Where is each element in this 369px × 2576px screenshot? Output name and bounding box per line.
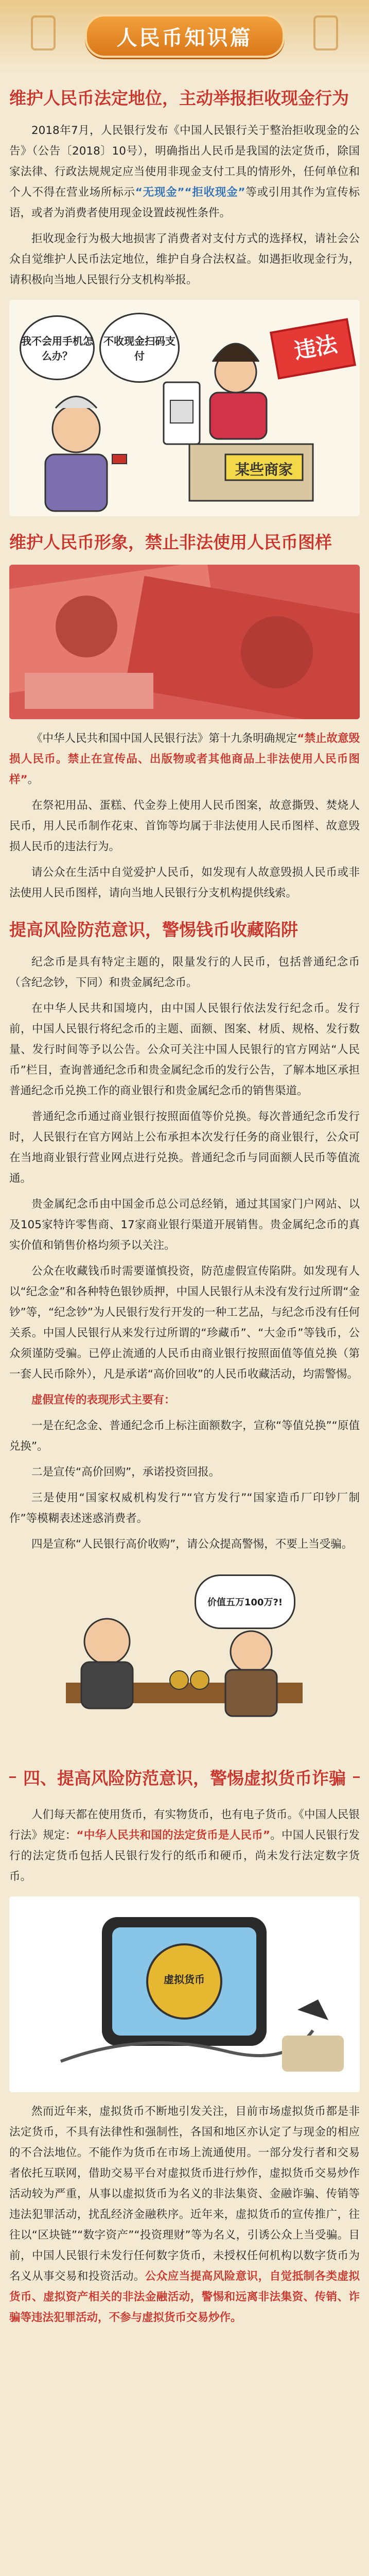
illustration-virtual-currency <box>9 1896 360 2092</box>
illustration-collecting <box>9 1564 360 1750</box>
divider-right <box>353 1776 360 1778</box>
section-3-subheading: 虚假宣传的表现形式主要有： <box>31 1394 175 1406</box>
collecting-scene-image <box>9 1564 360 1750</box>
section-3-paragraph-3: 普通纪念币通过商业银行按照面值等价兑换。每次普通纪念币发行时，人民银行在官方网站上公布承担本次发行任务的商业银行，公众可在当地商业银行营业网点进行兑换。普通纪念币与同面额人民币等值流通。 <box>9 1110 360 1185</box>
virtual-currency-label: 虚拟货币 <box>164 1973 205 1986</box>
section-3-list-item-1: 一是在纪念金、普通纪念币上标注面额数字，宣称“等值兑换”“原值兑换”。 <box>9 1419 360 1453</box>
speech-bubble-elder: 我不会用手机怎么办？ <box>20 315 95 380</box>
section-4-paragraph-2: 然而近年来，虚拟货币不断地引发关注，目前市场虚拟货币都是非法定货币，不具有法律性和强制性，各国和地区亦认定了与现金的相应的不合法地位。不能作为货币在市场上流通使用。一部分发行者和交易者依托互联网，借助交易平台对虚拟货币进行炒作，虚拟货币交易炒作活动较为严重，从事以虚拟货币为名义的非法集资、金融诈骗、传销等违法犯罪活动，扰乱经济金融秩序。近年来，虚拟货币的宣传推广，往往以“区块链”“数字资产”“投资理财”等为名义，引诱公众上当受骗。目前，中国人民银行未发行任何数字货币，未授权任何机构以数字货币为名义从事交易和投资活动。公众应当提高风险意识，自觉抵制各类虚拟货币、虚拟资产相关的非法金融活动，警惕和远离非法集资、传销、诈骗等违法犯罪活动，不参与虚拟货币交易炒作。 <box>9 2105 360 2324</box>
section-2-paragraph-2: 在祭祀用品、蛋糕、代金券上使用人民币图案，故意撕毁、焚烧人民币，用人民币制作花束、首饰等均属于非法使用人民币图样、故意毁损人民币的违法行为。 <box>9 799 360 853</box>
section-4-header <box>9 1765 360 1789</box>
divider-left <box>9 1776 16 1778</box>
section-1-paragraph-2: 拒收现金行为极大地损害了消费者对支付方式的选择权，请社会公众自觉维护人民币法定地位，维护自身合法权益。如遇拒收现金行为，请积极向当地人民银行分支机构举报。 <box>9 232 360 286</box>
section-1-paragraph-1: 2018年7月，人民银行发布《中国人民银行关于整治拒收现金的公告》（公告〔2018〕10号），明确指出人民币是我国的法定货币，除国家法律、行政法规规定应当使用非现金支付工具的情形外，任何单位和个人不得在营业场所标示“无现金”“拒收现金”等或引用其作为宣传标语，或者为消费者使用现金设置歧视性条件。 <box>9 124 360 219</box>
section-3-title: 提高风险防范意识，警惕钱币收藏陷阱 <box>9 920 298 940</box>
section-2-paragraph-3: 请公众在生活中自觉爱护人民币，如发现有人故意毁损人民币或非法使用人民币图样，请向当地人民银行分支机构提供线索。 <box>9 866 360 900</box>
title-banner <box>85 14 285 58</box>
speech-bubble-collector: 价值五万100万?! <box>195 1574 295 1629</box>
virtual-currency-image <box>9 1896 360 2092</box>
merchant-sign: 某些商家 <box>235 461 293 478</box>
section-3-list-item-3: 三是使用“国家权威机构发行”“官方发行”“国家造币厂印钞厂制作”等模糊表述迷惑消费者。 <box>9 1492 360 1525</box>
section-4-paragraph-1: 人们每天都在使用货币，有实物货币，也有电子货币。《中国人民银行法》规定：“中华人民共和国的法定货币是人民币”。中国人民银行发行的法定货币包括人民银行发行的纸币和硬币，尚未发行法定数字货币。 <box>9 1808 360 1883</box>
section-3-list-item-4: 四是宣称“人民银行高价收购”，请公众提高警惕，不要上当受骗。 <box>31 1538 353 1551</box>
section-3-paragraph-2: 在中华人民共和国境内，由中国人民银行依法发行纪念币。发行前，中国人民银行将纪念币的主题、面额、图案、材质、规格、发行数量、发行时间等予以公告。公众可关注中国人民银行的官方网站“人民币”栏目，查询普通纪念币和贵金属纪念币的发行公告，了解本地区承担普通纪念币兑换工作的商业银行和贵金属纪念币的销售渠道。 <box>9 1002 360 1097</box>
illustration-cashless <box>9 300 360 516</box>
content <box>0 86 369 2349</box>
speech-bubble-merchant: 不收现金扫码支付 <box>99 313 180 383</box>
page-title: 人民币知识篇 <box>116 26 253 50</box>
section-1-title: 维护人民币法定地位，主动举报拒收现金行为 <box>9 88 349 108</box>
section-3-list-item-2: 二是宣传“高价回购”，承诺投资回报。 <box>31 1466 220 1479</box>
section-3-paragraph-5: 公众在收藏钱币时需要谨慎投资，防范虚假宣传陷阱。如发现有人以“纪念金”和各种特色银钞质押，中国人民银行从未没有发行过所谓“金钞”等，“纪念钞”为人民银行发行开发的一种工艺品，与纪念币没有任何关系。中国人民银行从来发行过所谓的“珍藏币”、“大金币”等钱币，公众须谨防受骗。已停止流通的人民币由商业银行按照面值等值兑换（第一套人民币除外），凡是承诺“高价回收”的人民币收藏活动，均需警惕。 <box>9 1265 360 1381</box>
illegal-stamp: 违法 <box>292 331 340 364</box>
section-2-title: 维护人民币形象，禁止非法使用人民币图样 <box>9 532 332 552</box>
banknotes-image <box>9 565 360 719</box>
section-2-paragraph-1: 《中华人民共和国中国人民银行法》第十九条明确规定“禁止故意毁损人民币。禁止在宣传品、出版物或者其他商品上非法使用人民币图样”。 <box>9 732 360 786</box>
header <box>0 0 369 72</box>
illustration-banknotes <box>9 565 360 719</box>
section-3-paragraph-4: 贵金属纪念币由中国金币总公司总经销，通过其国家门户网站、以及105家特许零售商、17家商业银行渠道开展销售。贵金属纪念币的真实价值和销售价格均须予以关注。 <box>9 1198 360 1252</box>
section-4-title: 四、提高风险防范意识，警惕虚拟货币诈骗 <box>23 1768 346 1788</box>
section-3-paragraph-1: 纪念币是具有特定主题的，限量发行的人民币，包括普通纪念币（含纪念钞，下同）和贵金属纪念币。 <box>9 956 360 989</box>
